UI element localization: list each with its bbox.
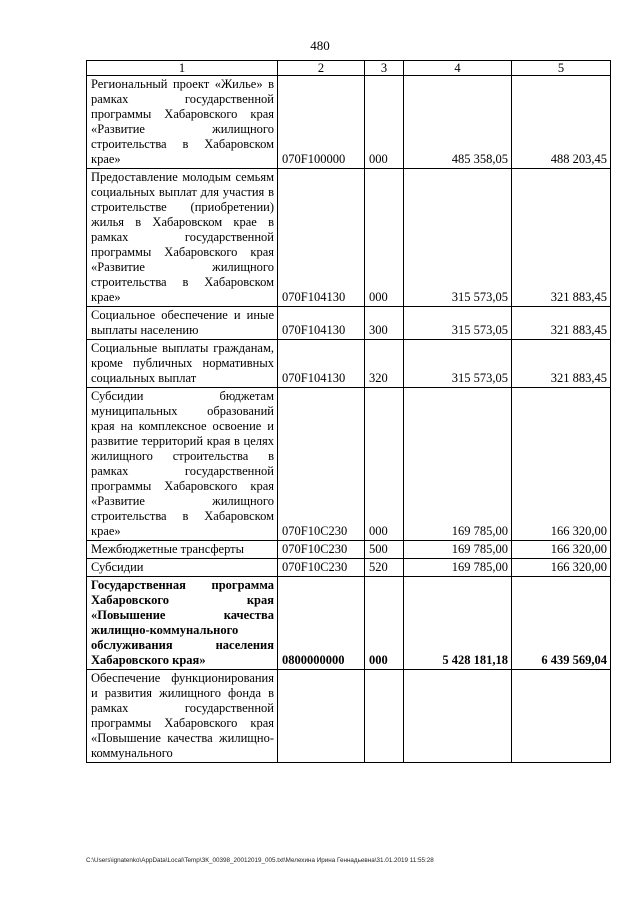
header-cell: 4 (404, 61, 512, 76)
row-value-2: 166 320,00 (512, 541, 611, 559)
row-code: 070F104130 (278, 340, 365, 388)
table-row-program (87, 577, 611, 670)
row-value-1: 315 573,05 (404, 169, 512, 307)
table-row (87, 541, 611, 559)
row-name: Социальные выплаты гражданам, кроме публичных нормативных социальных выплат (87, 340, 278, 388)
row-value-1: 169 785,00 (404, 541, 512, 559)
header-row (87, 61, 611, 76)
budget-table (86, 60, 611, 763)
row-type: 500 (365, 541, 404, 559)
header-cell: 3 (365, 61, 404, 76)
row-value-2: 166 320,00 (512, 388, 611, 541)
table-row (87, 169, 611, 307)
row-value-2: 321 883,45 (512, 169, 611, 307)
row-name: Региональный проект «Жилье» в рамках государственной программы Хабаровского края «Развитие жилищного строительства в Хабаровском крае» (87, 76, 278, 169)
row-type: 320 (365, 340, 404, 388)
row-name: Государственная программа Хабаровского края «Повышение качества жилищно-коммунального обслуживания населения Хабаровского края» (87, 577, 278, 670)
row-code: 070F10С230 (278, 541, 365, 559)
row-code: 070F104130 (278, 307, 365, 340)
row-value-2: 166 320,00 (512, 559, 611, 577)
header-cell: 5 (512, 61, 611, 76)
table-row (87, 388, 611, 541)
table-row (87, 76, 611, 169)
row-code: 070F10С230 (278, 559, 365, 577)
row-value-2: 6 439 569,04 (512, 577, 611, 670)
row-type: 520 (365, 559, 404, 577)
file-path-footer: C:\Users\ignatenko\AppData\Local\Temp\ЗК_00398_20012019_005.txt\Мелехина Ирина Геннадьевна\31.01.2019 11:55:28 (86, 857, 434, 864)
row-value-2: 321 883,45 (512, 340, 611, 388)
row-name: Субсидии бюджетам муниципальных образований края на комплексное освоение и развитие территорий края в целях жилищного строительства в рамках государственной программы Хабаровского края «Развитие жилищного строительства в Хабаровском крае» (87, 388, 278, 541)
row-value-2 (512, 670, 611, 763)
row-type: 000 (365, 76, 404, 169)
header-cell: 1 (87, 61, 278, 76)
row-code: 070F10С230 (278, 388, 365, 541)
row-type: 300 (365, 307, 404, 340)
row-type: 000 (365, 577, 404, 670)
row-value-1: 169 785,00 (404, 388, 512, 541)
row-value-1 (404, 670, 512, 763)
row-value-2: 321 883,45 (512, 307, 611, 340)
table-row (87, 307, 611, 340)
row-name: Межбюджетные трансферты (87, 541, 278, 559)
row-code: 0800000000 (278, 577, 365, 670)
row-code: 070F100000 (278, 76, 365, 169)
row-code (278, 670, 365, 763)
row-type: 000 (365, 388, 404, 541)
page-number: 480 (310, 38, 330, 53)
row-name: Субсидии (87, 559, 278, 577)
row-type (365, 670, 404, 763)
row-value-1: 169 785,00 (404, 559, 512, 577)
row-value-1: 315 573,05 (404, 307, 512, 340)
row-value-2: 488 203,45 (512, 76, 611, 169)
row-name: Обеспечение функционирования и развития жилищного фонда в рамках государственной программы Хабаровского края «Повышение качества жилищно-коммунального (87, 670, 278, 763)
row-name: Предоставление молодым семьям социальных выплат для участия в строительстве (приобретении) жилья в Хабаровском крае в рамках государственной программы Хабаровского края «Развитие жилищного строительства в Хабаровском крае» (87, 169, 278, 307)
table-row (87, 559, 611, 577)
row-name: Социальное обеспечение и иные выплаты населению (87, 307, 278, 340)
table-row (87, 670, 611, 763)
row-code: 070F104130 (278, 169, 365, 307)
row-type: 000 (365, 169, 404, 307)
header-cell: 2 (278, 61, 365, 76)
row-value-1: 5 428 181,18 (404, 577, 512, 670)
table-row (87, 340, 611, 388)
row-value-1: 485 358,05 (404, 76, 512, 169)
row-value-1: 315 573,05 (404, 340, 512, 388)
